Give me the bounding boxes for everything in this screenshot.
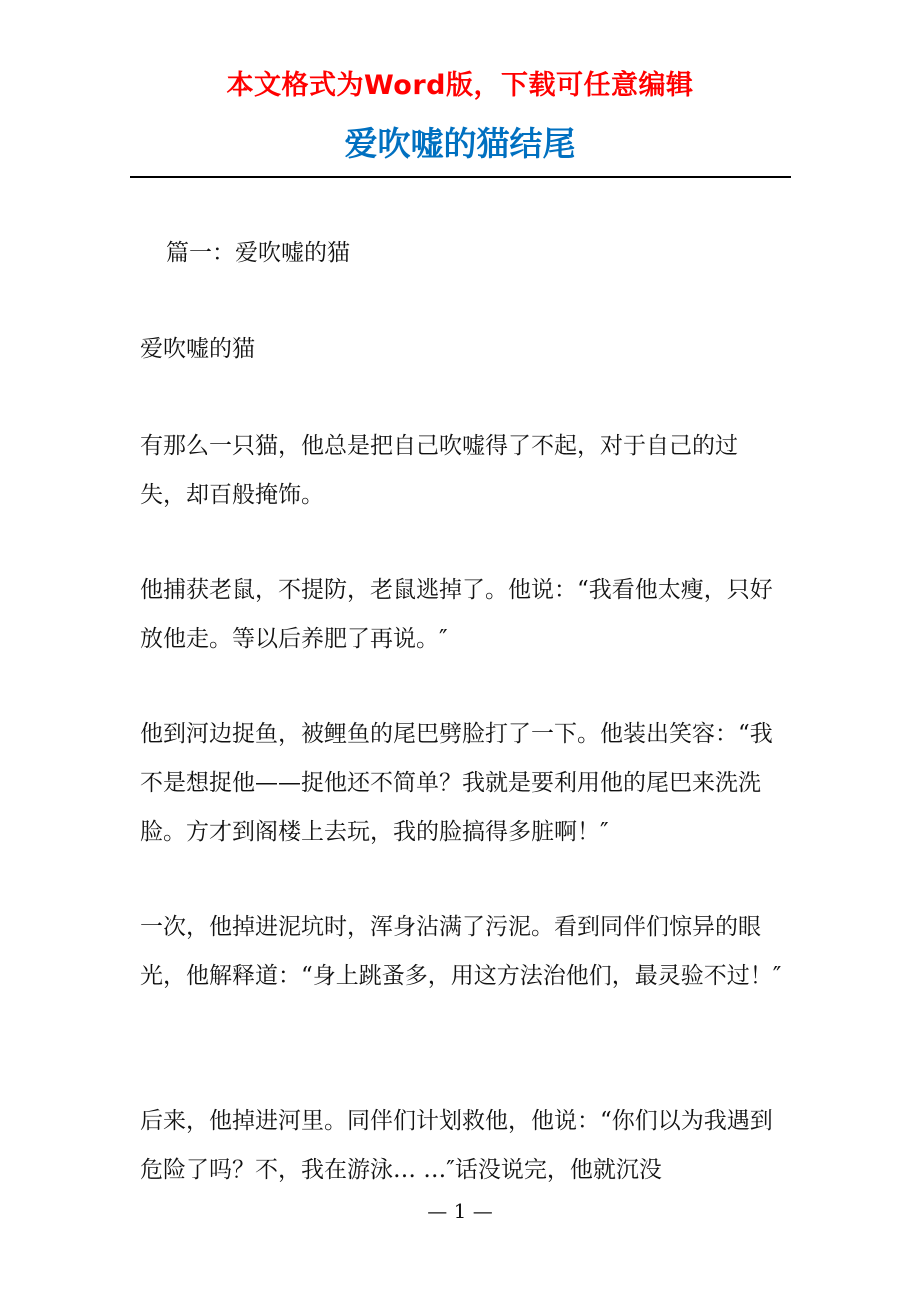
document-title: 爱吹嘘的猫结尾 [344,124,576,163]
section-heading: 篇一：爱吹嘘的猫 [166,240,350,266]
page-number: — 1 — [427,1199,493,1223]
format-notice: 本文格式为Word版，下载可任意编辑 [226,70,694,101]
paragraph-5: 后来，他掉进河里。同伴们计划救他，他说：“你们以为我遇到危险了吗？不，我在游泳… …″话没说完，他就沉没 [140,1108,773,1183]
paragraph-1: 有那么一只猫，他总是把自己吹嘘得了不起，对于自己的过失，却百般掩饰。 [140,433,738,508]
paragraph-4: 一次，他掉进泥坑时，浑身沾满了污泥。看到同伴们惊异的眼光，他解释道：“身上跳蚤多，用这方法治他们，最灵验不过！″ [140,914,782,989]
title-divider [130,176,791,178]
paragraph-2: 他捕获老鼠，不提防，老鼠逃掉了。他说：“我看他太瘦，只好放他走。等以后养肥了再说。″ [140,577,773,652]
paragraph-3: 他到河边捉鱼，被鲤鱼的尾巴劈脸打了一下。他装出笑容：“我不是想捉他——捉他还不简单？我就是要利用他的尾巴来洗洗脸。方才到阁楼上去玩，我的脸搞得多脏啊！″ [140,721,773,845]
story-title: 爱吹嘘的猫 [140,336,255,362]
